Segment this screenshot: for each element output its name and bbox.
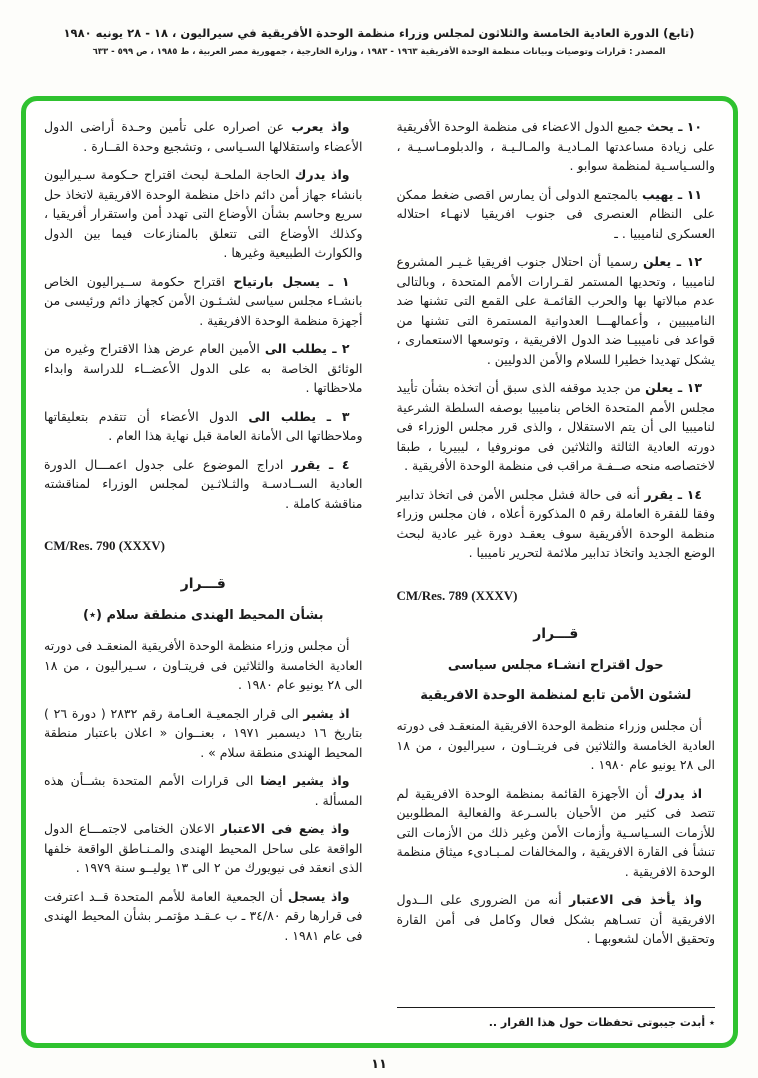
paragraph-text: أن الجمعية العامة للأمم المتحدة قــد اعترفت فى قرارها رقم ٣٤/٨٠ ـ ب عـقـد مؤتمـر بشأن المحيط الهندى فى عام ١٩٨١ . xyxy=(44,888,363,943)
paragraph xyxy=(397,378,716,476)
paragraph-text: أنه من الضرورى على الــدول الافريقية أن تسـاهم بشكل فعال وكامل فى أمن القارة وتحقيق الأمان لشعوبهـا . xyxy=(396,892,715,947)
paragraph-lead: ٤ ـ يقرر xyxy=(291,456,350,472)
resolution-ref: CM/Res. 790 (XXXV) xyxy=(44,538,165,553)
column-right xyxy=(397,117,716,1031)
paragraph xyxy=(397,716,716,775)
paragraph-text: جميع الدول الاعضاء فى منظمة الوحدة الأفريقية على زيادة مساعدتها المـاديـة والمـالـيـة ، والدبلومـاسـيـة ، والسـياسـية لمنظمة سوابو . xyxy=(396,119,715,173)
column-left xyxy=(44,117,363,1031)
paragraph-lead: واذ يعرب xyxy=(291,119,350,134)
paragraph xyxy=(44,704,363,763)
resolution-ref: CM/Res. 789 (XXXV) xyxy=(396,587,518,603)
paragraph-lead: واذ يشير ايضا xyxy=(260,773,350,789)
paragraph-lead: اذ يشير xyxy=(303,705,350,721)
footnote-divider xyxy=(397,1007,716,1008)
paragraph-lead: ٢ ـ يطلب الى xyxy=(264,341,350,356)
paragraph-text: أنه فى حالة فشل مجلس الأمن فى اتخاذ تدابير وفقا للفقرة العاملة رقم ٥ المذكورة أعلاه ، فان مجلس وزراء منظمة الوحدة الأفريقية سوف يعقـد دورة غير عادية لبحث الوضع الجديد واتخاذ تدابير ملائمة لتحرير ناميبيا . xyxy=(396,486,715,560)
paragraph-lead: ١٢ ـ يعلن xyxy=(643,254,702,269)
paragraph xyxy=(44,339,363,398)
resolution-subtitle: بشأن المحيط الهندى منطقة سلام (٭) xyxy=(83,608,324,624)
footnote xyxy=(397,1001,716,1031)
paragraph-lead: اذ يدرك xyxy=(654,785,703,801)
paragraph-text: رسميا أن احتلال جنوب افريقيا غـيـر المشروع لناميبيا ، وتحديها المستمر لقـرارات الأمم المتحدة ، وبالتالى عدم مبالاتها بها والحرب القائمـة على القمع التى تشنها ضد الناميبيين ، وأعمالهـــا العدوانية المستمرة التى تشنها من قواعد فى ناميبيـا ضد الدول الافريقية ، وتوسعها الاستعمارى ، يشكل تهديدا خطيرا للسلام والأمن الدوليين . xyxy=(396,254,715,367)
paragraph xyxy=(397,485,716,563)
paragraph-text: ادراج الموضوع على جدول اعمـــال الدورة العادية الســادسـة والثـلاثـين لمجلس الوزراء لمناقشته مناقشة كاملة . xyxy=(44,456,363,511)
footnote-text: ٭ أبدت جيبوتى تحفظات حول هذا القرار .. xyxy=(488,1015,715,1029)
paragraph-text: الحاجة الملحـة لبحث اقتراح حـكومة سـيراليون بانشاء جهاز أمن دائم داخل منظمة الوحدة الافريقية لاتخاذ حل سريع وحاسم بشأن الأوضاع التى تهدد أمن واستقرار أفريقيا ، وكذلك الأوضاع التى تتعلق بالمنازعات فيما بين الدول والكوارث الطبيعية وغيرها . xyxy=(44,167,363,260)
paragraph-lead: ١٣ ـ يعلن xyxy=(645,380,702,395)
paragraph xyxy=(44,117,363,156)
paragraph xyxy=(397,252,716,369)
paragraph-text: أن مجلس وزراء منظمة الوحدة الافريقية المنعقـد فى دورته العادية الخامسة والثلاثين فى فريتــاون ، سيراليون ، من ١٨ الى ٢٨ يونيو عام ١٩٨٠ . xyxy=(396,718,715,773)
resolution-subtitle: حول اقتراح انشـاء مجلس سياسى xyxy=(447,657,664,673)
paragraph-text: اقتراح حكومة ســيراليون الخاص بانشـاء مجلس سياسى لشـئـون الأمن كجهاز دائم ورئيسى من أجهزة منظمة الوحدة الافريقية . xyxy=(44,273,363,328)
paragraph-lead: ١ ـ يسجل بارتياح xyxy=(233,273,350,289)
paragraph-text: أن الأجهزة القائمة بمنظمة الوحدة الافريقية لم تتصد فى كثير من الأحيان بالسـرعة والفعالية المطلوبين للأزمات السـياسـية وأزمات الأمن وغير ذلك من الأزمات التى تنشأ فى القارة الافريقية ، والمخالفات لمـبـادىء ميثاق منظمة الوحدة الافريقية . xyxy=(396,785,715,879)
resolution-title: قـــرار xyxy=(533,625,579,642)
paragraph xyxy=(44,407,363,446)
paragraph-text: من جديد موقفه الذى سبق أن اتخذه بشأن تأييد مجلس الأمم المتحدة الخاص بناميبيا بوصفه السلطة الشرعية لناميبيا الى أن يتم الاستقلال ، والذى قرر مجلس الوزراء فى دورته العادية الثالثة والثلاثين فى مونروفيا ، ليبيريا ، طبقا لاختصاصه منحه صــفـة مراقب فى منظمة الوحدة الأفريقية . xyxy=(396,380,715,473)
paragraph-text: أن مجلس وزراء منظمة الوحدة الأفريقية المنعقـد فى دورته العادية الخامسة والثلاثين فى فريتـاون ، سـيراليون ، من ١٨ الى ٢٨ يونيو عام ١٩٨٠ . xyxy=(44,638,363,693)
document-header xyxy=(0,26,758,57)
paragraph-lead: واذ يضع فى الاعتبار xyxy=(220,821,350,837)
paragraph-lead: ١٤ ـ يقرر xyxy=(644,486,702,502)
paragraph xyxy=(44,887,363,946)
paragraph xyxy=(44,636,363,695)
paragraph-text: الى قرار الجمعيـة العـامة رقم ٢٨٣٢ ( دورة ٢٦ ) بتاريخ ١٦ ديسمبر ١٩٧١ ، بعنــوان « اعلان باعتبار منطقة المحيط الهندى منطقة سلام » . xyxy=(44,705,363,760)
green-frame xyxy=(21,96,738,1048)
paragraph xyxy=(44,272,363,331)
paragraph xyxy=(44,165,363,263)
paragraph-lead: واذ يأخذ فى الاعتبار xyxy=(569,892,702,908)
paragraph-lead: ١٠ ـ يحث xyxy=(646,119,702,134)
page-number: ١١ xyxy=(371,1057,387,1072)
paragraph-text: بالمجتمع الدولى أن يمارس اقصى ضغط ممكن على النظام العنصرى فى جنوب افريقيا لانهـاء احتلاله العسكرى لناميبيا . ـ xyxy=(396,186,715,241)
paragraph xyxy=(397,784,716,882)
paragraph-text: الى قرارات الأمم المتحدة بشــأن هذه المسألة . xyxy=(44,773,363,808)
paragraph-lead: ١١ ـ يهيب xyxy=(642,186,702,202)
paragraph xyxy=(44,819,363,878)
paragraph-text: الدول الأعضاء أن تتقدم بتعليقاتها وملاحظاتها الى الأمانة العامة قبل نهاية هذا العام . xyxy=(44,408,363,443)
text-columns xyxy=(44,117,715,1031)
paragraph xyxy=(44,455,363,514)
header-title: (تابع) الدورة العادية الخامسة والثلاثون لمجلس وزراء منظمة الوحدة الأفريقية في سيراليون ، ١٨ - ٢٨ يونيه ١٩٨٠ xyxy=(63,26,695,40)
paragraph-text: الأمين العام عرض هذا الاقتراح وغيره من الوثائق الخاصة به على الدول الأعضــاء للدراسة وابداء ملاحظاتها . xyxy=(44,341,363,395)
paragraph xyxy=(397,185,716,244)
resolution-subtitle: لشئون الأمن تابع لمنظمة الوحدة الافريقية xyxy=(420,687,692,703)
paragraph-lead: واذ يسجل xyxy=(287,888,350,904)
paragraph xyxy=(44,771,363,810)
header-source: المصدر : قرارات وتوصيات وبيانات منظمة الوحدة الأفريقية ١٩٦٣ - ١٩٨٣ ، وزارة الخارجية ، جمهورية مصر العربية ، ط ١٩٨٥ ، ص ٥٩٩ - ٦٣٣ xyxy=(92,47,666,57)
paragraph-text: عن اصراره على تأمين وحـدة أراضى الدول الأعضاء واستقلالها السـياسى ، وتشجيع وحدة القــارة . xyxy=(44,119,363,154)
paragraph-lead: ٣ ـ يطلب الى xyxy=(248,408,350,424)
paragraph xyxy=(397,890,716,949)
resolution-title: قـــرار xyxy=(180,576,226,593)
paragraph-text: الاعلان الختامى لاجتمـــاع الدول الواقعة على ساحل المحيط الهندى والمـنـاطق الواقعة خلفها الذى انعقد فى نيويورك من ٢ الى ١٣ يوليــو سنة ١٩٧٩ . xyxy=(44,821,363,876)
paragraph-lead: واذ يدرك xyxy=(294,167,350,182)
paragraph xyxy=(397,117,716,176)
